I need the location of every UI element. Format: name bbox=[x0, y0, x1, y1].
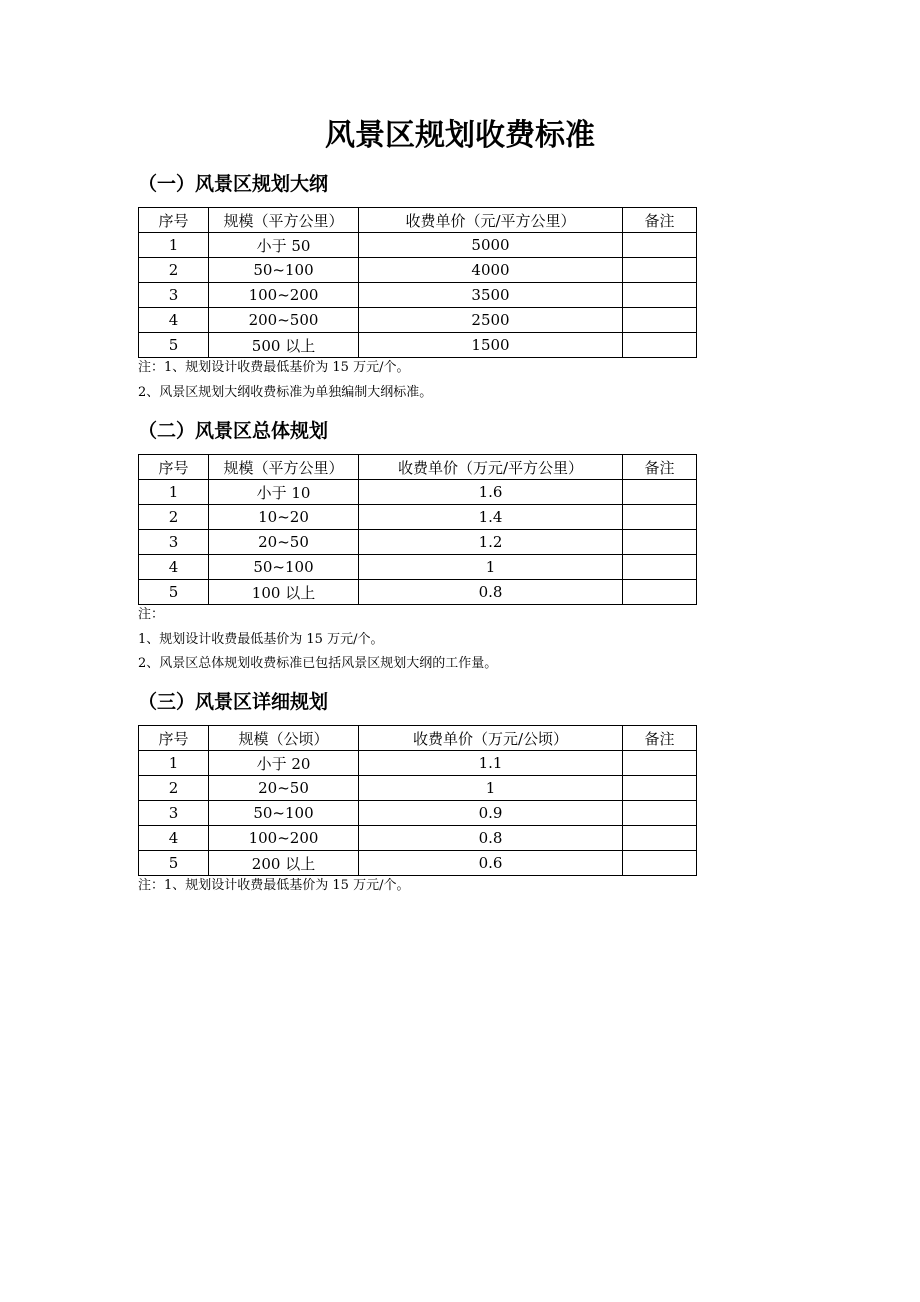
note-line: 注：1、规划设计收费最低基价为 15 万元/个。 bbox=[138, 360, 410, 375]
header-cell-scale: 规模（平方公里） bbox=[209, 208, 359, 233]
cell-scale: 50~100 bbox=[209, 801, 359, 826]
cell-scale: 100~200 bbox=[209, 283, 359, 308]
cell-scale: 100~200 bbox=[209, 826, 359, 851]
header-cell-scale: 规模（平方公里） bbox=[209, 455, 359, 480]
cell-remarks bbox=[623, 233, 697, 258]
table-row bbox=[139, 233, 697, 258]
table-row bbox=[139, 751, 697, 776]
table-row bbox=[139, 776, 697, 801]
table-row bbox=[139, 826, 697, 851]
cell-remarks bbox=[623, 776, 697, 801]
header-cell-unit-price: 收费单价（万元/平方公里） bbox=[359, 455, 623, 480]
cell-index: 2 bbox=[139, 258, 209, 283]
cell-index: 2 bbox=[139, 505, 209, 530]
cell-scale: 20~50 bbox=[209, 530, 359, 555]
cell-index: 3 bbox=[139, 801, 209, 826]
note-line: 注： bbox=[138, 607, 165, 622]
table-row bbox=[139, 480, 697, 505]
note-line: 注：1、规划设计收费最低基价为 15 万元/个。 bbox=[138, 878, 410, 893]
cell-scale: 50~100 bbox=[209, 555, 359, 580]
cell-scale: 50~100 bbox=[209, 258, 359, 283]
header-cell-index: 序号 bbox=[139, 726, 209, 751]
cell-remarks bbox=[623, 851, 697, 876]
cell-index: 4 bbox=[139, 555, 209, 580]
header-cell-unit-price: 收费单价（元/平方公里） bbox=[359, 208, 623, 233]
table-row bbox=[139, 851, 697, 876]
cell-unit-price: 1.6 bbox=[359, 480, 623, 505]
cell-unit-price: 0.8 bbox=[359, 580, 623, 605]
cell-scale: 200 以上 bbox=[209, 851, 359, 876]
table-row bbox=[139, 505, 697, 530]
section-title-outline: （一）风景区规划大纲 bbox=[138, 173, 329, 195]
cell-scale: 200~500 bbox=[209, 308, 359, 333]
cell-unit-price: 0.8 bbox=[359, 826, 623, 851]
cell-index: 4 bbox=[139, 826, 209, 851]
cell-remarks bbox=[623, 333, 697, 358]
section-title-detailed-plan: （三）风景区详细规划 bbox=[138, 691, 329, 713]
table-row bbox=[139, 555, 697, 580]
cell-index: 3 bbox=[139, 283, 209, 308]
table-row bbox=[139, 580, 697, 605]
cell-index: 1 bbox=[139, 233, 209, 258]
cell-index: 1 bbox=[139, 751, 209, 776]
header-cell-remarks: 备注 bbox=[623, 455, 697, 480]
cell-remarks bbox=[623, 308, 697, 333]
note-line: 1、规划设计收费最低基价为 15 万元/个。 bbox=[138, 632, 384, 647]
table-row bbox=[139, 333, 697, 358]
cell-remarks bbox=[623, 530, 697, 555]
cell-scale: 小于 20 bbox=[209, 751, 359, 776]
cell-index: 4 bbox=[139, 308, 209, 333]
cell-remarks bbox=[623, 751, 697, 776]
cell-index: 5 bbox=[139, 580, 209, 605]
cell-unit-price: 5000 bbox=[359, 233, 623, 258]
cell-unit-price: 1.2 bbox=[359, 530, 623, 555]
header-cell-scale: 规模（公顷） bbox=[209, 726, 359, 751]
cell-scale: 小于 10 bbox=[209, 480, 359, 505]
fee-table-master-plan bbox=[138, 454, 697, 605]
cell-remarks bbox=[623, 826, 697, 851]
cell-remarks bbox=[623, 505, 697, 530]
cell-unit-price: 0.6 bbox=[359, 851, 623, 876]
header-cell-remarks: 备注 bbox=[623, 726, 697, 751]
cell-remarks bbox=[623, 555, 697, 580]
table-header-row bbox=[139, 455, 697, 480]
table-row bbox=[139, 283, 697, 308]
cell-remarks bbox=[623, 580, 697, 605]
cell-unit-price: 1 bbox=[359, 776, 623, 801]
cell-unit-price: 1.1 bbox=[359, 751, 623, 776]
table-row bbox=[139, 801, 697, 826]
fee-table-outline bbox=[138, 207, 697, 358]
cell-scale: 500 以上 bbox=[209, 333, 359, 358]
cell-unit-price: 3500 bbox=[359, 283, 623, 308]
table-header-row bbox=[139, 726, 697, 751]
cell-unit-price: 1 bbox=[359, 555, 623, 580]
header-cell-index: 序号 bbox=[139, 208, 209, 233]
header-cell-remarks: 备注 bbox=[623, 208, 697, 233]
cell-unit-price: 0.9 bbox=[359, 801, 623, 826]
cell-remarks bbox=[623, 801, 697, 826]
note-line: 2、风景区规划大纲收费标准为单独编制大纲标准。 bbox=[138, 385, 433, 400]
cell-unit-price: 1500 bbox=[359, 333, 623, 358]
section-title-master-plan: （二）风景区总体规划 bbox=[138, 420, 329, 442]
fee-table-detailed-plan bbox=[138, 725, 697, 876]
table-row bbox=[139, 258, 697, 283]
cell-index: 2 bbox=[139, 776, 209, 801]
note-line: 2、风景区总体规划收费标准已包括风景区规划大纲的工作量。 bbox=[138, 656, 498, 671]
header-cell-index: 序号 bbox=[139, 455, 209, 480]
cell-scale: 10~20 bbox=[209, 505, 359, 530]
cell-index: 5 bbox=[139, 851, 209, 876]
table-header-row bbox=[139, 208, 697, 233]
cell-remarks bbox=[623, 283, 697, 308]
cell-scale: 100 以上 bbox=[209, 580, 359, 605]
table-row bbox=[139, 530, 697, 555]
cell-index: 3 bbox=[139, 530, 209, 555]
cell-scale: 20~50 bbox=[209, 776, 359, 801]
cell-remarks bbox=[623, 480, 697, 505]
cell-unit-price: 1.4 bbox=[359, 505, 623, 530]
cell-unit-price: 2500 bbox=[359, 308, 623, 333]
document-title: 风景区规划收费标准 bbox=[325, 118, 595, 153]
cell-scale: 小于 50 bbox=[209, 233, 359, 258]
table-row bbox=[139, 308, 697, 333]
cell-unit-price: 4000 bbox=[359, 258, 623, 283]
header-cell-unit-price: 收费单价（万元/公顷） bbox=[359, 726, 623, 751]
cell-index: 5 bbox=[139, 333, 209, 358]
cell-index: 1 bbox=[139, 480, 209, 505]
cell-remarks bbox=[623, 258, 697, 283]
